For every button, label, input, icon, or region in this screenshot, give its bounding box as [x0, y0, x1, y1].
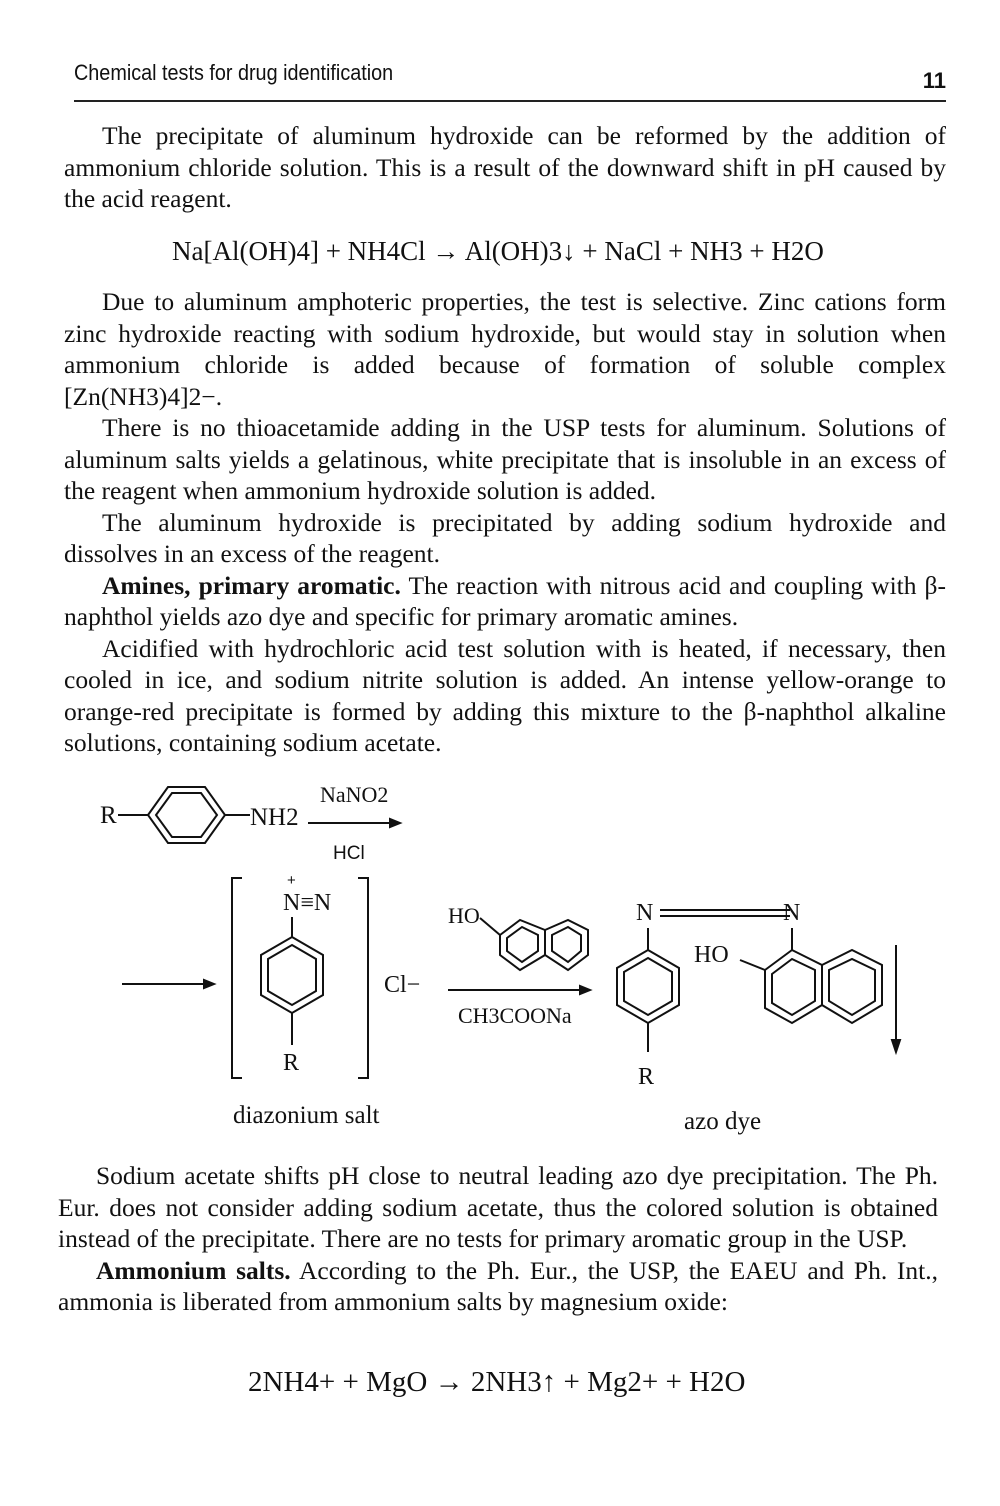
- paragraph-amines: Amines, primary aromatic. The reaction with nitrous acid and coupling with β-naphthol yields azo dye and specific for primary aromatic amines.: [64, 570, 946, 631]
- naphthalene-ring-d: [822, 950, 882, 1023]
- label-nh2: NH2: [250, 804, 299, 831]
- equation-aluminum-text: Na[Al(OH)4] + NH4Cl → Al(OH)3↓ + NaCl + NH3 + H2O: [172, 236, 824, 266]
- benzene-ring-1: [148, 787, 225, 843]
- running-title: Chemical tests for drug identification: [74, 60, 394, 85]
- paragraph-thioacetamide: There is no thioacetamide adding in the USP tests for aluminum. Solutions of aluminum salts yields a gelatinous, white precipitate that is insoluble in an excess of the reagent when ammonium hydroxide solution is added.: [64, 413, 946, 505]
- paragraph-amphoteric: Due to aluminum amphoteric properties, the test is selective. Zinc cations form zinc hydroxide reacting with sodium hydroxide, but would stay in solution when ammonium chloride is added because of formation of soluble complex [Zn(NH3)4]2−.: [64, 287, 946, 411]
- label-chloride: Cl−: [384, 972, 421, 998]
- paragraph-hydroxide-precipitate: The aluminum hydroxide is precipitated by adding sodium hydroxide and dissolves in an excess of the reagent.: [64, 507, 946, 568]
- benzene-ring-1-inner: [156, 793, 217, 837]
- label-ch3coona: CH3COONa: [458, 1003, 572, 1028]
- equation-ammonium-text: 2NH4+ + MgO → 2NH3↑ + Mg2+ + H2O: [248, 1366, 746, 1398]
- label-r-azo: R: [638, 1064, 655, 1090]
- paragraph-sodium-acetate: Sodium acetate shifts pH close to neutral leading azo dye precipitation. The Ph. Eur. does not consider adding sodium acetate, thus the colored solution is obtained instead of the precipitate. There are no tests for primary aromatic group in the USP.: [58, 1161, 938, 1253]
- running-header: [74, 58, 946, 102]
- bracket-right: [358, 878, 368, 1078]
- paragraph-acidified: Acidified with hydrochloric acid test solution with is heated, if necessary, then cooled in ice, and sodium nitrite solution is added. An intense yellow-orange to orange-red precipitate is formed by adding this mixture to the β-naphthol alkaline solutions, containing sodium acetate.: [64, 633, 946, 757]
- text-block-1: [64, 120, 946, 215]
- caption-azo-dye: azo dye: [684, 1108, 762, 1135]
- label-azo-n2: N: [783, 900, 801, 926]
- label-azo-n1: N: [636, 900, 654, 926]
- equation-aluminum: [172, 236, 824, 267]
- label-nano2: NaNO2: [320, 782, 389, 807]
- heading-amines: Amines, primary aromatic.: [102, 570, 401, 600]
- label-ho-naphthol: HO: [448, 903, 480, 928]
- label-ho-azo: HO: [694, 942, 729, 968]
- caption-diazonium-salt: diazonium salt: [233, 1102, 380, 1129]
- benzene-ring-3: [617, 950, 679, 1023]
- label-r-diazonium: R: [283, 1050, 300, 1076]
- reaction-scheme: [0, 770, 1000, 1150]
- text-block-3: [58, 1160, 938, 1318]
- equation-ammonium: [248, 1366, 745, 1399]
- label-plus-charge: +: [287, 872, 296, 889]
- label-hcl: HCl: [333, 843, 365, 864]
- paragraph-ammonium: Ammonium salts. According to the Ph. Eur., the USP, the EAEU and Ph. Int., ammonia is liberated from ammonium salts by magnesium oxide:: [58, 1255, 939, 1316]
- label-r-start: R: [100, 802, 117, 829]
- bracket-left: [232, 878, 242, 1078]
- benzene-ring-2: [261, 937, 323, 1013]
- text-block-2: [64, 286, 946, 759]
- heading-ammonium: Ammonium salts.: [96, 1255, 291, 1285]
- page-number: 11: [922, 68, 946, 93]
- paragraph-aluminum-reformed: The precipitate of aluminum hydroxide can be reformed by the addition of ammonium chloride solution. This is a result of the downward shift in pH caused by the acid reagent.: [64, 121, 946, 213]
- naphthalene-ring-c: [765, 950, 822, 1023]
- label-diazo-group: N≡N: [283, 890, 332, 916]
